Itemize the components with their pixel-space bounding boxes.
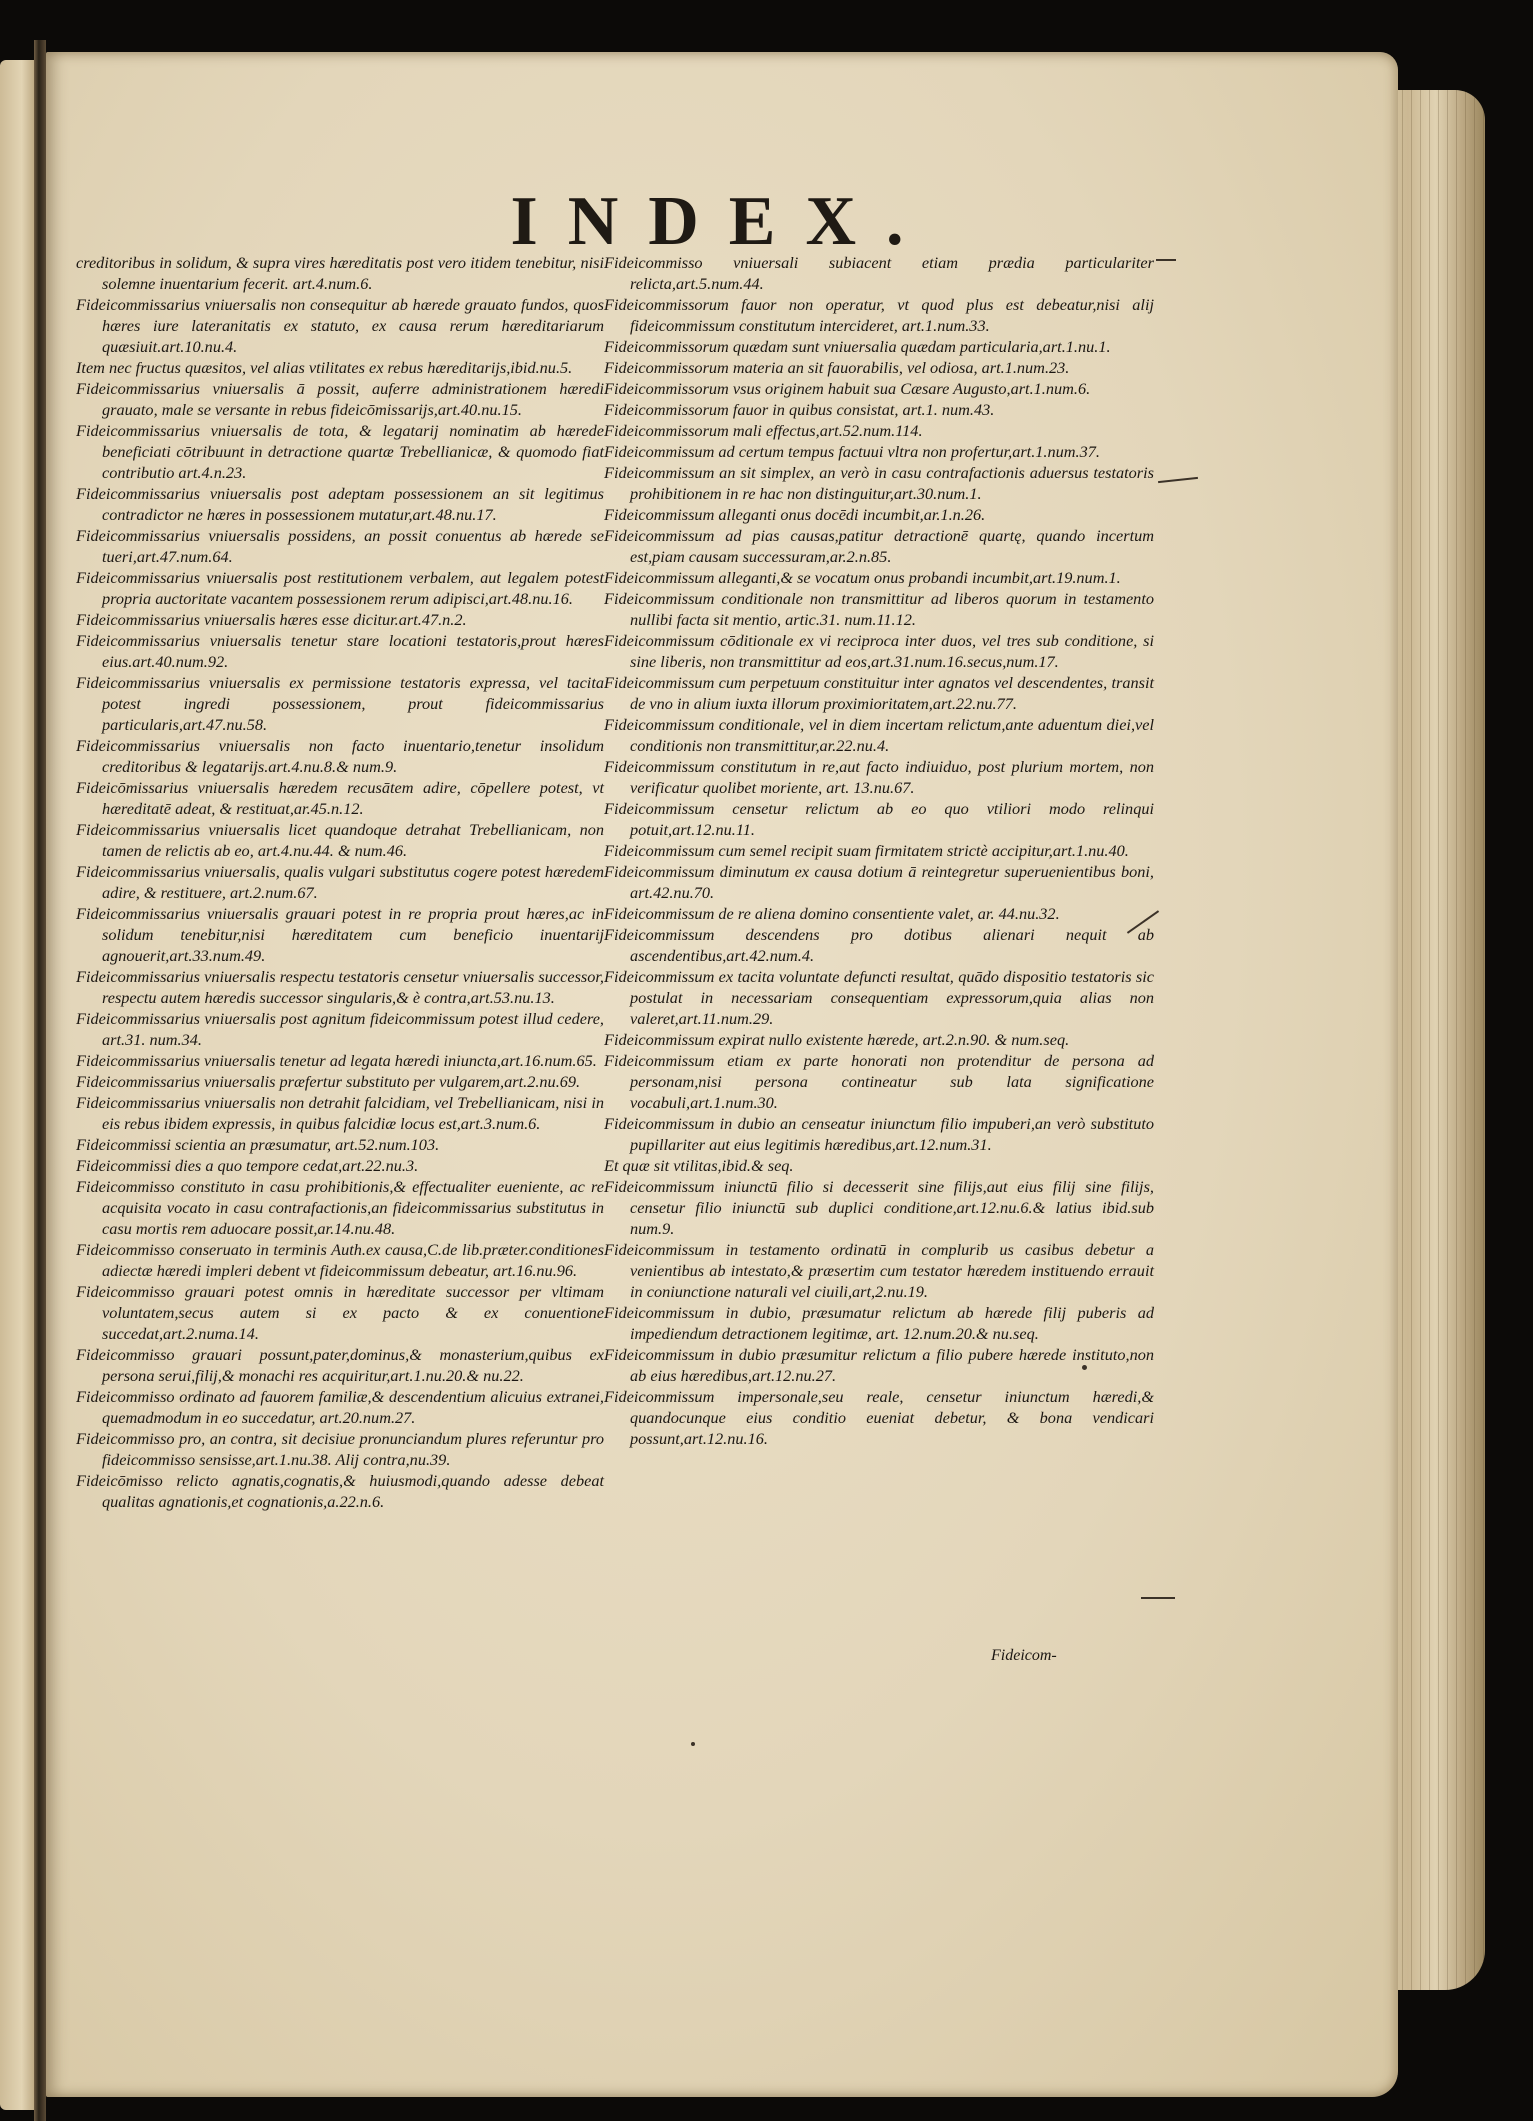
index-entry: Fideicommissarius vniuersalis post agnitum fideicommissum potest illud cedere, art.31. num.34. [76,1009,604,1049]
index-entry: Fideicommissarius vniuersalis grauari potest in re propria prout hæres,ac in solidum tenebitur,nisi hæreditatem cum beneficio inuentarij agnouerit,art.33.num.49. [76,904,604,965]
index-entry: Fideicommissorum materia an sit fauorabilis, vel odiosa, art.1.num.23. [604,358,1070,377]
index-entry: creditoribus in solidum, & supra vires hæreditatis post vero itidem tenebitur, nisi solemne inuentarium fecerit. art.4.num.6. [76,253,604,293]
index-entry: Fideicommissarius vniuersalis tenetur stare locationi testatoris,prout hæres eius.art.40.num.92. [76,631,604,671]
book-page [46,52,1398,2097]
index-entry: Fideicommissum cum perpetuum constituitur inter agnatos vel descendentes, transit de vno in alium iuxta illorum proximioritatem,art.22.nu.77. [604,673,1154,713]
index-entry: Fideicommissarius vniuersalis, qualis vulgari substitutus cogere potest hæredem adire, & restituere, art.2.num.67. [76,862,604,902]
index-entry: Fideicommissarius vniuersalis tenetur ad legata hæredi iniuncta,art.16.num.65. [76,1051,597,1070]
index-entry: Fideicommissi scientia an præsumatur, art.52.num.103. [76,1135,440,1154]
index-entry: Fideicommissarius vniuersalis ex permissione testatoris expressa, vel tacita potest ingredi possessionem, prout fideicommissarius particularis,art.47.nu.58. [76,673,604,734]
index-entry: Fideicommisso pro, an contra, sit decisiue pronunciandum plures referuntur pro fideicommisso sensisse,art.1.nu.38. Alij contra,nu.39. [76,1429,604,1469]
index-entry: Fideicommissarius vniuersalis possidens, an possit conuentus ab hærede se tueri,art.47.num.64. [76,526,604,566]
index-entry: Fideicommissorum mali effectus,art.52.num.114. [604,421,923,440]
index-entry: Fideicommissarius vniuersalis præfertur substituto per vulgarem,art.2.nu.69. [76,1072,581,1091]
index-entry: Fideicommissum ex tacita voluntate defuncti resultat, quādo dispositio testatoris sic postulat in necessariam consequentiam expressorum,quia alias non valeret,art.11.num.29. [604,967,1154,1028]
margin-pen-dot [691,1742,695,1746]
index-entry: Fideicommissum etiam ex parte honorati non protenditur de persona ad personam,nisi persona contineatur sub lata significatione vocabuli,art.1.num.30. [604,1051,1154,1112]
index-entry: Item nec fructus quæsitos, vel alias vtilitates ex rebus hæreditarijs,ibid.nu.5. [76,358,573,377]
index-entry: Fideicommissum censetur relictum ab eo quo vtiliori modo relinqui potuit,art.12.nu.11. [604,799,1154,839]
index-entry: Fideicommisso grauari potest omnis in hæreditate successor per vltimam voluntatem,secus autem si ex pacto & ex conuentione succedat,art.2.numa.14. [76,1282,604,1343]
index-entry: Fideicommissarius vniuersalis non detrahit falcidiam, vel Trebellianicam, nisi in eis rebus ibidem expressis, in quibus falcidiæ locus est,art.3.num.6. [76,1093,604,1133]
index-entry: Fideicommissorum quædam sunt vniuersalia quædam particularia,art.1.nu.1. [604,337,1111,356]
index-entry: Fideicommisso vniuersali subiacent etiam prædia particulariter relicta,art.5.num.44. [604,253,1154,293]
index-entry: Fideicōmisso relicto agnatis,cognatis,& huiusmodi,quando adesse debeat qualitas agnationis,et cognationis,a.22.n.6. [76,1471,604,1511]
index-entry: Fideicommisso grauari possunt,pater,dominus,& monasterium,quibus ex persona serui,filij,& monachi res acquiritur,art.1.nu.20.& nu.22. [76,1345,604,1385]
index-entry: Fideicommissarius vniuersalis de tota, & legatarij nominatim ab hærede beneficiati cōtribuunt in detractione quartæ Trebellianicæ, & quomodo fiat contributio art.4.n.23. [76,421,604,482]
index-entry: Fideicommissum in dubio, præsumatur relictum ab hærede filij puberis ad impediendum detractionem legitimæ, art. 12.num.20.& nu.seq. [604,1303,1154,1343]
index-entry: Fideicommisso constituto in casu prohibitionis,& effectualiter eueniente, ac re acquisita vocato in casu contrafactionis,an fideicommissarius substitutus in casu mortis rem aduocare possit,ar.14.nu.48. [76,1177,604,1238]
margin-pen-mark [1141,1597,1175,1599]
index-entry: Fideicommisso ordinato ad fauorem familiæ,& descendentium alicuius extranei, quemadmodum in eo succedatur, art.20.num.27. [76,1387,604,1427]
index-entry: Fideicommissum alleganti onus docēdi incumbit,ar.1.n.26. [604,505,986,524]
index-entry: Fideicommissum expirat nullo existente hærede, art.2.n.90. & num.seq. [604,1030,1070,1049]
index-entry: Fideicommissum ad certum tempus factuui vltra non profertur,art.1.num.37. [604,442,1100,461]
index-entry: Fideicommisso conseruato in terminis Auth.ex causa,C.de lib.præter.conditiones adiectæ hæredi impleri debent vt fideicommissum debeatur, art.16.nu.96. [76,1240,604,1280]
index-entry: Fideicommissarius vniuersalis post adeptam possessionem an sit legitimus contradictor ne hæres in possessionem mutatur,art.48.nu.17. [76,484,604,524]
index-entry: Fideicommissum de re aliena domino consentiente valet, ar. 44.nu.32. [604,904,1060,923]
index-entry: Fideicommissorum fauor non operatur, vt quod plus est debeatur,nisi alij fideicommissum constitutum intercideret, art.1.num.33. [604,295,1154,335]
index-entry: Fideicommissum diminutum ex causa dotium ā reintegretur superuenientibus boni, art.42.nu.70. [604,862,1154,902]
index-entry: Fideicōmissarius vniuersalis hæredem recusātem adire, cōpellere potest, vt hæreditatē adeat, & restituat,ar.45.n.12. [76,778,604,818]
index-entry: Et quæ sit vtilitas,ibid.& seq. [604,1156,794,1175]
index-entry: Fideicommissum constitutum in re,aut facto indiuiduo, post plurium mortem, non verificatur quolibet moriente, art. 13.nu.67. [604,757,1154,797]
page-title: INDEX. [510,183,934,260]
index-entry: Fideicommissarius vniuersalis hæres esse dicitur.art.47.n.2. [76,610,467,629]
index-entry: Fideicommissum conditionale, vel in diem incertam relictum,ante aduentum diei,vel conditionis non transmittitur,ar.22.nu.4. [604,715,1154,755]
index-entry: Fideicommissum impersonale,seu reale, censetur iniunctum hæredi,& quandocunque eius conditio eueniat debetur, & bona vendicari possunt,art.12.nu.16. [604,1387,1154,1448]
margin-pen-mark [1158,477,1198,483]
margin-pen-mark [1156,259,1176,261]
index-column-right [604,252,1154,1449]
previous-page-edge [0,60,36,2110]
index-entry: Fideicommissum iniunctū filio si decesserit sine filijs,aut eius filij sine filijs, censetur filio iniunctū sub duplici conditione,art.12.nu.6.& latius ibid.sub num.9. [604,1177,1154,1238]
index-entry: Fideicommissum an sit simplex, an verò in casu contrafactionis aduersus testatoris prohibitionem in re hac non distinguitur,art.30.num.1. [604,463,1154,503]
index-column-left [76,252,604,1512]
index-entry: Fideicommissarius vniuersalis licet quandoque detrahat Trebellianicam, non tamen de relictis ab eo, art.4.nu.44. & num.46. [76,820,604,860]
index-entry: Fideicommissum ad pias causas,patitur detractionē quartę, quando incertum est,piam causam successuram,ar.2.n.85. [604,526,1154,566]
index-entry: Fideicommissarius vniuersalis post restitutionem verbalem, aut legalem potest propria auctoritate vacantem possessionem rerum adipisci,art.48.nu.16. [76,568,604,608]
index-entry: Fideicommissarius vniuersalis ā possit, auferre administrationem hæredi grauato, male se versante in rebus fideicōmissarijs,art.40.nu.15. [76,379,604,419]
index-entry: Fideicommissarius vniuersalis respectu testatoris censetur vniuersalis successor, respectu autem hæredis successor singularis,& è contra,art.53.nu.13. [76,967,604,1007]
index-entry: Fideicommissorum vsus originem habuit sua Cæsare Augusto,art.1.num.6. [604,379,1091,398]
index-entry: Fideicommissum alleganti,& se vocatum onus probandi incumbit,art.19.num.1. [604,568,1121,587]
catchword: Fideicom- [991,1647,1057,1664]
index-entry: Fideicommissum in dubio præsumitur relictum a filio pubere hærede instituto,non ab eius hæredibus,art.12.nu.27. [604,1345,1154,1385]
index-entry: Fideicommissum conditionale non transmittitur ad liberos quorum in testamento nullibi facta sit mentio, artic.31. num.11.12. [604,589,1154,629]
index-entry: Fideicommissi dies a quo tempore cedat,art.22.nu.3. [76,1156,419,1175]
index-entry: Fideicommissarius vniuersalis non consequitur ab hærede grauato fundos, quos hæres iure lateranitatis ex statuto, ex causa rerum hæreditariarum quæsiuit.art.10.nu.4. [76,295,604,356]
index-entry: Fideicommissorum fauor in quibus consistat, art.1. num.43. [604,400,995,419]
index-entry: Fideicommissum cum semel recipit suam firmitatem strictè accipitur,art.1.nu.40. [604,841,1129,860]
book-spine [34,40,46,2121]
margin-pen-dot [1082,1365,1087,1370]
index-entry: Fideicommissarius vniuersalis non facto inuentario,tenetur insolidum creditoribus & legatarijs.art.4.nu.8.& num.9. [76,736,604,776]
index-entry: Fideicommissum in testamento ordinatū in complurib us casibus debetur a venientibus ab intestato,& præsertim cum testator hæredem instituendo errauit in coniunctione naturali vel ciuili,art,2.nu.19. [604,1240,1154,1301]
index-entry: Fideicommissum cōditionale ex vi reciproca inter duos, vel tres sub conditione, si sine liberis, non transmittitur ad eos,art.31.num.16.secus,num.17. [604,631,1154,671]
index-entry: Fideicommissum descendens pro dotibus alienari nequit ab ascendentibus,art.42.num.4. [604,925,1154,965]
index-entry: Fideicommissum in dubio an censeatur iniunctum filio impuberi,an verò substituto pupillariter aut eius legitimis hæredibus,art.12.num.31. [604,1114,1154,1154]
